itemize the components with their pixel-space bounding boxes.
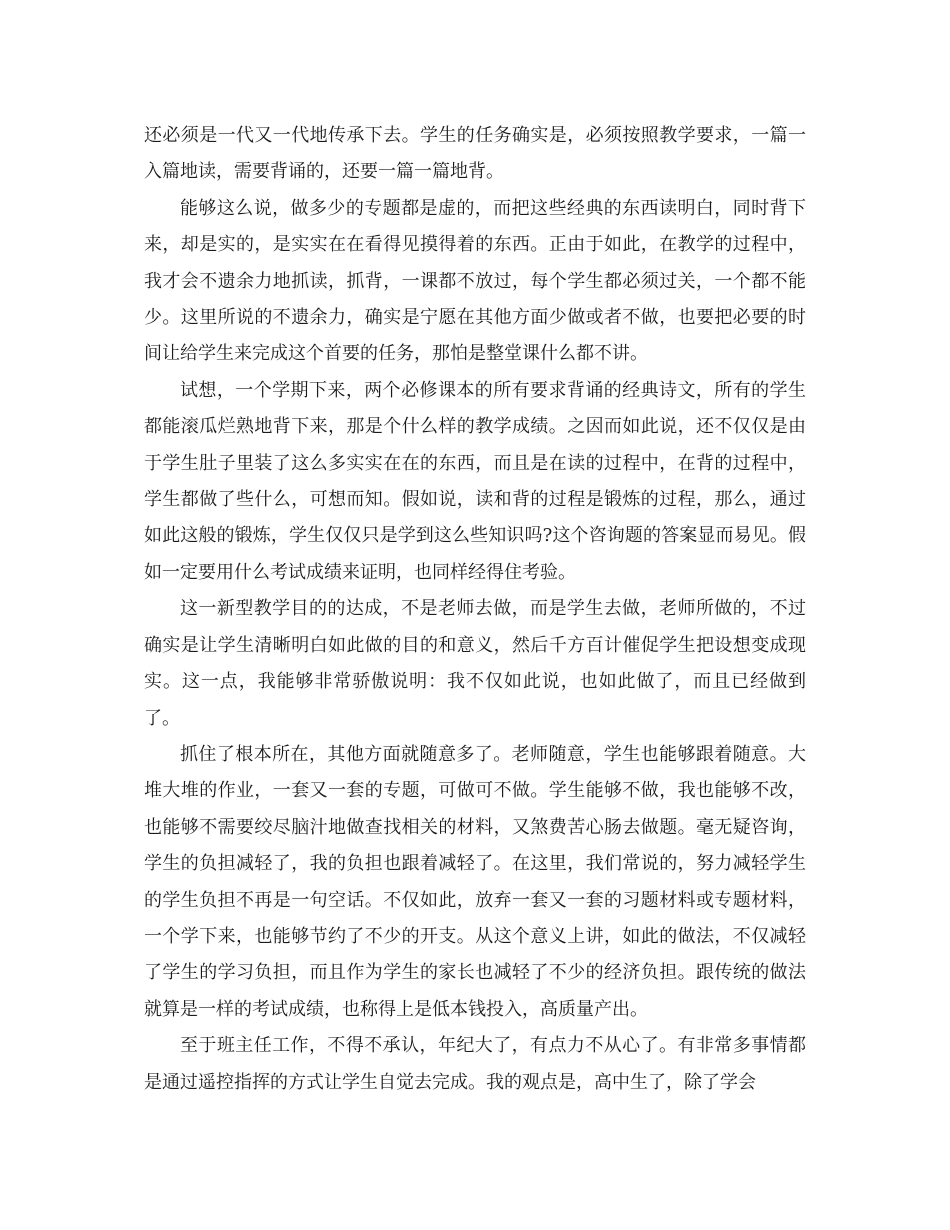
paragraph-5: 抓住了根本所在，其他方面就随意多了。老师随意，学生也能够跟着随意。大堆大堆的作业，一套又一套的专题，可做可不做。学生能够不做，我也能够不改，也能够不需要绞尽脑汁地做查找相关的材料，又煞费苦心肠去做题。毫无疑咨询，学生的负担减轻了，我的负担也跟着减轻了。在这里，我们常说的，努力减轻学生的学生负担不再是一句空话。不仅如此，放弃一套又一套的习题材料或专题材料，一个学下来，也能够节约了不少的开支。从这个意义上讲，如此的做法，不仅减轻了学生的学习负担，而且作为学生的家长也减轻了不少的经济负担。跟传统的做法就算是一样的考试成绩，也称得上是低本钱投入，高质量产出。: [144, 743, 806, 1020]
document-body: [144, 118, 806, 1101]
paragraph-3: 试想，一个学期下来，两个必修课本的所有要求背诵的经典诗文，所有的学生都能滚瓜烂熟地背下来，那是个什么样的教学成绩。之因而如此说，还不仅仅是由于学生肚子里装了这么多实实在在的东西，而且是在读的过程中，在背的过程中，学生都做了些什么，可想而知。假如说，读和背的过程是锻炼的过程，那么，通过如此这般的锻炼，学生仅仅只是学到这么些知识吗?这个咨询题的答案显而易见。假如一定要用什么考试成绩来证明，也同样经得住考验。: [144, 379, 806, 583]
paragraph-6: 至于班主任工作，不得不承认，年纪大了，有点力不从心了。有非常多事情都是通过遥控指挥的方式让学生自觉去完成。我的观点是，高中生了，除了学会: [144, 1035, 806, 1093]
paragraph-4: 这一新型教学目的的达成，不是老师去做，而是学生去做，老师所做的，不过确实是让学生清晰明白如此做的目的和意义，然后千方百计催促学生把设想变成现实。这一点，我能够非常骄傲说明：我不仅如此说，也如此做了，而且已经做到了。: [144, 598, 806, 729]
paragraph-2: 能够这么说，做多少的专题都是虚的，而把这些经典的东西读明白，同时背下来，却是实的，是实实在在看得见摸得着的东西。正由于如此，在教学的过程中，我才会不遗余力地抓读，抓背，一课都不放过，每个学生都必须过关，一个都不能少。这里所说的不遗余力，确实是宁愿在其他方面少做或者不做，也要把必要的时间让给学生来完成这个首要的任务，那怕是整堂课什么都不讲。: [144, 197, 806, 365]
paragraph-1: 还必须是一代又一代地传承下去。学生的任务确实是，必须按照教学要求，一篇一入篇地读，需要背诵的，还要一篇一篇地背。: [144, 125, 806, 183]
